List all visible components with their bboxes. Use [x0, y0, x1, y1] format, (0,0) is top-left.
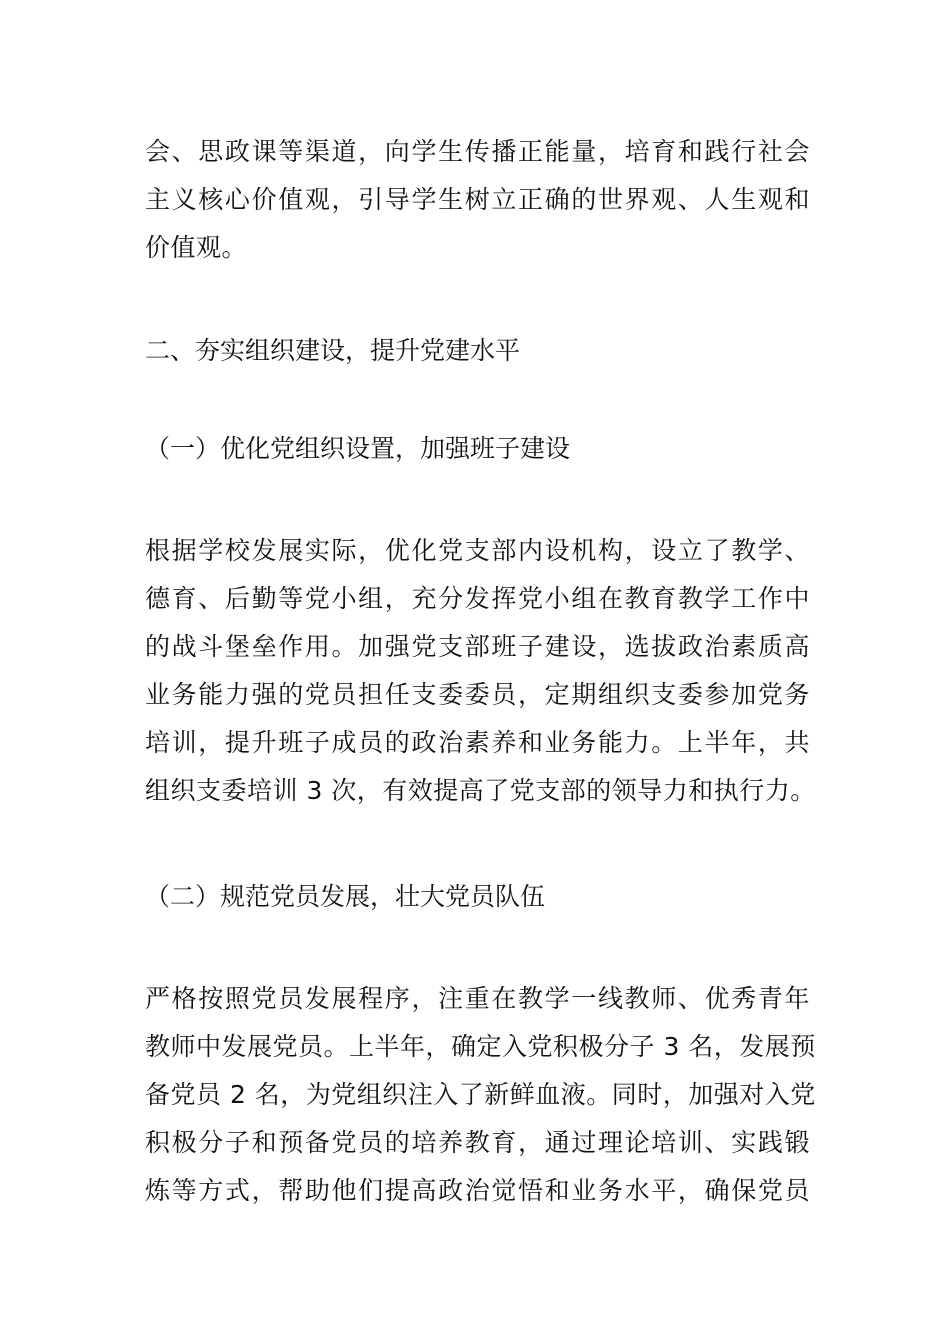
- paragraph-line: 价值观。: [145, 233, 248, 262]
- section-heading: 二、夯实组织建设，提升党建水平: [145, 336, 521, 365]
- paragraph-line: 炼等方式，帮助他们提高政治觉悟和业务水平，确保党员: [145, 1176, 810, 1205]
- paragraph-line: 严格按照党员发展程序，注重在教学一线教师、优秀青年: [145, 984, 810, 1013]
- paragraph-line: 备党员 2 名，为党组织注入了新鲜血液。同时，加强对入党: [145, 1080, 816, 1109]
- paragraph-line: 培训，提升班子成员的政治素养和业务能力。上半年，共: [145, 728, 810, 757]
- subsection-heading-1: （一）优化党组织设置，加强班子建设: [145, 434, 571, 463]
- paragraph-line: 会、思政课等渠道，向学生传播正能量，培育和践行社会: [145, 137, 810, 166]
- paragraph-line: 组织支委培训 3 次，有效提高了党支部的领导力和执行力。: [145, 776, 816, 805]
- paragraph-line: 的战斗堡垒作用。加强党支部班子建设，选拔政治素质高: [145, 632, 810, 661]
- paragraph-member-development: [145, 975, 816, 1215]
- paragraph-line: 业务能力强的党员担任支委委员，定期组织支委参加党务: [145, 680, 810, 709]
- paragraph-line: 根据学校发展实际，优化党支部内设机构，设立了教学、: [145, 536, 810, 565]
- paragraph-line: 教师中发展党员。上半年，确定入党积极分子 3 名，发展预: [145, 1032, 816, 1061]
- subsection-heading-2: （二）规范党员发展，壮大党员队伍: [145, 882, 546, 911]
- paragraph-line: 主义核心价值观，引导学生树立正确的世界观、人生观和: [145, 185, 810, 214]
- paragraph-organization-setup: [145, 527, 816, 815]
- paragraph-line: 积极分子和预备党员的培养教育，通过理论培训、实践锻: [145, 1128, 810, 1157]
- paragraph-line: 德育、后勤等党小组，充分发挥党小组在教育教学工作中: [145, 584, 810, 613]
- paragraph-values-education: [145, 128, 810, 272]
